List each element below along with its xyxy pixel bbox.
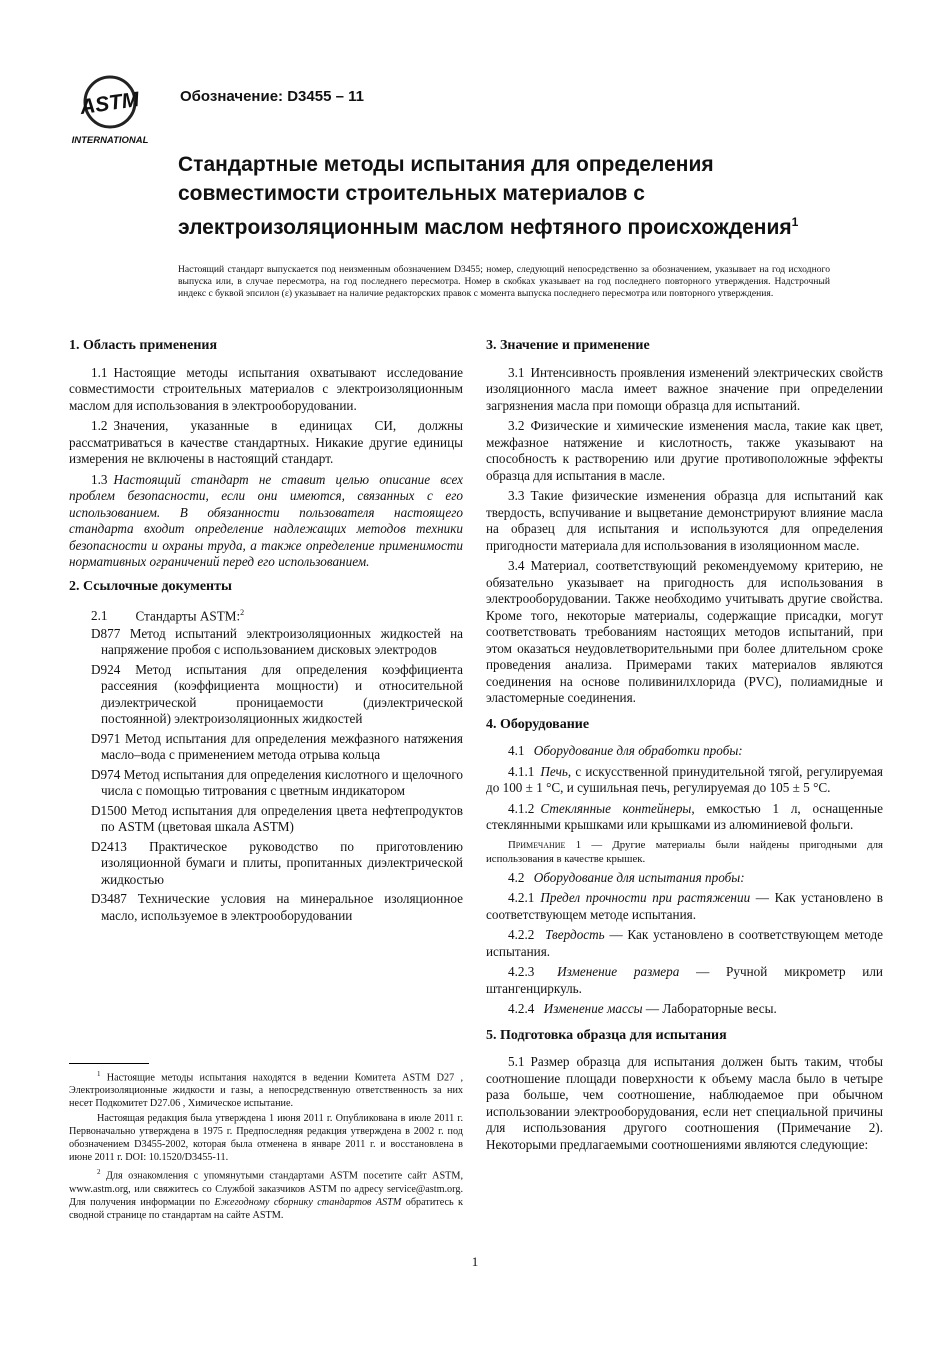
reference-item bbox=[69, 731, 463, 764]
title-footnote-mark: 1 bbox=[791, 215, 799, 229]
section-1-title: 1. Область применения bbox=[69, 338, 218, 353]
text: Настоящие методы испытания охватывают исследование совместимости строительных материалов с электроизоляционным маслом для использования в электрооборудовании. bbox=[69, 364, 463, 413]
num: 1.3 bbox=[91, 471, 108, 487]
para-3-4 bbox=[486, 558, 883, 707]
logo-subtext: INTERNATIONAL bbox=[71, 135, 149, 146]
footnote-1-revision: Настоящая редакция была утверждена 1 июня 2011 г. Опубликована в июле 2011 г. Первоначально утверждена в 1975 г. Предпоследняя редакция утверждена в 2002 г. под обозначением D3455-2002, которая была отменена в январе 2011 г. и восстановлена в июне 2011 г. DOI: 10.1520/D3455-11. bbox=[69, 1113, 463, 1164]
ref-text: Метод испытания для определения межфазного натяжения масло–вода с применением метода отрыва кольца bbox=[101, 730, 463, 763]
text: — Как установлено в соответствующем методе испытания. bbox=[486, 927, 884, 959]
text: Оборудование для испытания пробы: bbox=[533, 869, 745, 885]
text: , с искусственной принудительной тягой, регулируемая до 100 ± 1 °С, и сушильная печь, регулируемая до 105 ± 5 °С. bbox=[486, 763, 883, 795]
num: 4.1.1 bbox=[508, 763, 535, 779]
reference-item bbox=[69, 839, 463, 889]
text: — Другие материалы были найдены пригодными для использования в качестве крышек. bbox=[486, 838, 883, 865]
fn-mark: 2 bbox=[240, 608, 245, 617]
num: 3.1 bbox=[508, 364, 525, 380]
ref-text: Метод испытаний электроизоляционных жидкостей на напряжение пробоя с использованием дисковых электродов bbox=[101, 625, 464, 658]
text: — Лабораторные весы. bbox=[642, 1001, 777, 1016]
ref-text: Практическое руководство по приготовлению изоляционной бумаги и плиты, пропитанных диэлектрической жидкостью bbox=[101, 838, 463, 887]
text: обратитесь к сводной странице по стандартам на сайте ASTM. bbox=[69, 1196, 464, 1221]
reference-item bbox=[69, 803, 463, 836]
section-4-title: 4. Оборудование bbox=[486, 716, 590, 732]
text: — Ручной микрометр или штангенциркуль. bbox=[486, 964, 883, 996]
ref-code: D1500 bbox=[91, 802, 127, 818]
para-4-2 bbox=[486, 870, 883, 887]
para-4-2-3 bbox=[486, 964, 883, 997]
para-1-3 bbox=[69, 472, 463, 571]
text: — Как установлено в соответствующем методе испытания. bbox=[486, 890, 883, 922]
note-label: Примечание 1 bbox=[508, 838, 582, 851]
num: 3.3 bbox=[508, 488, 525, 503]
text-italic: Ежегодному сборнику стандартов ASTM bbox=[214, 1196, 402, 1208]
ref-text: Метод испытания для определения цвета нефтепродуктов по ASTM (цветовая шкала ASTM) bbox=[101, 802, 464, 835]
num: 5.1 bbox=[508, 1054, 525, 1069]
section-3-title: 3. Значение и применение bbox=[486, 338, 650, 353]
para-4-2-4 bbox=[486, 1001, 883, 1018]
para-4-1-1 bbox=[486, 764, 883, 797]
num: 4.2.4 bbox=[508, 1001, 535, 1016]
text: Интенсивность проявления изменений электрических свойств изоляционного масла имеет важное значение при определении загрязнения масла при помощи образца для испытаний. bbox=[486, 364, 883, 413]
ref-code: D974 bbox=[91, 766, 121, 782]
text: Настоящий стандарт не ставит целью описание всех проблем безопасности, если они имеются, связанных с его использованием. В обязанности пользователя настоящего стандарта входит определение надлежащих методов техники безопасности и охраны труда, а также определение применимости нормативных ограничений перед его использованием. bbox=[69, 471, 463, 569]
para-4-2-2 bbox=[486, 927, 883, 960]
footnote-1 bbox=[69, 1068, 463, 1110]
logo-text: ASTM bbox=[78, 87, 141, 120]
ref-text: Технические условия на минеральное изоляционное масло, используемое в электрооборудовании bbox=[101, 891, 463, 923]
text: Для ознакомления с упомянутыми стандартами ASTM посетите сайт ASTM, www.astm.org, или свяжитесь со Службой заказчиков ASTM по адресу service@astm.org. Для получения информации по bbox=[69, 1170, 463, 1208]
term: Твердость bbox=[545, 927, 605, 942]
ref-code: D971 bbox=[91, 730, 121, 746]
ref-text: Метод испытания для определения коэффициента рассеяния (коэффициента мощности) и относительной диэлектрической проницаемости (диэлектрической постоянной) электроизоляционных жидкостей bbox=[101, 661, 464, 727]
text: Такие физические изменения образца для испытаний как твердость, вспучивание и выцветание демонстрируют влияние масла на образец для испытания и используются для определения пригодности материала для использования в изоляционном масле. bbox=[486, 488, 883, 553]
document-title bbox=[178, 150, 818, 242]
fn-mark: 2 bbox=[97, 1168, 101, 1177]
page-number: 1 bbox=[471, 1254, 479, 1269]
term: Стеклянные контейнеры bbox=[540, 800, 692, 816]
para-1-2 bbox=[69, 418, 463, 468]
para-4-1-2 bbox=[486, 801, 883, 834]
num: 4.1 bbox=[508, 743, 525, 758]
num: 1.1 bbox=[91, 364, 108, 380]
text: Настоящие методы испытания находятся в ведении Комитета ASTM D27 , Электроизоляционные жидкости и газы, а непосредственную ответственность за них несет Подкомитет D27.06 , Химическое испытание. bbox=[69, 1072, 464, 1110]
ref-code: D3487 bbox=[91, 891, 127, 907]
footnotes bbox=[69, 1068, 463, 1224]
num: 1.2 bbox=[91, 418, 108, 433]
num: 2.1 bbox=[91, 608, 108, 624]
text: Оборудование для обработки пробы: bbox=[533, 743, 743, 758]
text: Размер образца для испытания должен быть таким, чтобы соотношение площади поверхности к объему масла было в четыре раза больше, чем соотношение, наблюдаемое при обычном использовании электрооборудования, если нет специальной причины для использования другого соотношения (Примечание 2). Некоторыми предлагаемыми соотношениями являются следующие: bbox=[486, 1054, 883, 1152]
standard-intro: Настоящий стандарт выпускается под неизменным обозначением D3455; номер, следующий непосредственно за обозначением, указывает на год исходного выпуска или, в случае пересмотра, на год последнего пересмотра. Номер в скобках указывает на год последнего повторного утверждения. Надстрочный индекс с буквой эпсилон (ε) указывает на наличие редакторских правок с момента выпуска последнего пересмотра или повторного утверждения. bbox=[178, 264, 830, 300]
note-1 bbox=[486, 838, 883, 866]
para-5-1 bbox=[486, 1054, 883, 1153]
text: Стандарты ASTM: bbox=[135, 608, 241, 624]
term: Изменение размера bbox=[557, 964, 680, 979]
num: 4.2.1 bbox=[508, 890, 535, 905]
reference-list bbox=[69, 626, 463, 925]
title-text: Стандартные методы испытания для определения совместимости строительных материалов с электроизоляционным маслом нефтяного происхождения bbox=[178, 153, 792, 239]
term: Изменение массы bbox=[543, 1001, 643, 1016]
para-4-2-1 bbox=[486, 890, 883, 923]
para-1-1 bbox=[69, 365, 463, 415]
text: Физические и химические изменения масла, такие как цвет, межфазное натяжение и кислотность, также указывают на способность к растворению или другие противоположные эффекты образца для испытания в масле. bbox=[486, 418, 883, 483]
term: Печь bbox=[540, 763, 568, 779]
reference-item bbox=[69, 626, 463, 659]
right-column bbox=[486, 336, 883, 1157]
footnote-2 bbox=[69, 1166, 463, 1221]
para-3-2 bbox=[486, 418, 883, 484]
astm-logo bbox=[62, 70, 158, 148]
para-2-1 bbox=[69, 605, 463, 625]
ref-text: Метод испытания для определения кислотного и щелочного числа с помощью титрования с цветным индикатором bbox=[101, 766, 463, 799]
num: 4.2.2 bbox=[508, 927, 535, 942]
num: 4.2 bbox=[508, 869, 525, 885]
num: 3.2 bbox=[508, 418, 525, 433]
ref-code: D877 bbox=[91, 625, 121, 641]
left-column bbox=[69, 336, 463, 930]
section-5-title: 5. Подготовка образца для испытания bbox=[486, 1027, 727, 1043]
ref-code: D924 bbox=[91, 661, 121, 677]
term: Предел прочности при растяжении bbox=[540, 890, 751, 905]
num: 3.4 bbox=[508, 558, 525, 573]
ref-code: D2413 bbox=[91, 838, 127, 854]
text: Материал, соответствующий рекомендуемому критерию, не обязательно указывает на пригодность для использования в электрооборудовании. Также необходимо учитывать другие свойства. Кроме того, некоторые материалы, содержащие присадки, могут соответствовать требованиям настоящих методов испытаний, при этом оказаться неудовлетворительными при более длительном сроке проведения анализа. Примерами таких материалов являются соединения на основе поливинилхлорида (PVC), полиамидные и эластомерные соединения. bbox=[486, 558, 883, 705]
num: 4.2.3 bbox=[508, 964, 535, 979]
para-3-3 bbox=[486, 488, 883, 554]
reference-item bbox=[69, 891, 463, 924]
para-3-1 bbox=[486, 365, 883, 415]
num: 4.1.2 bbox=[508, 800, 535, 816]
designation: Обозначение: D3455 – 11 bbox=[180, 88, 364, 105]
para-4-1 bbox=[486, 743, 883, 760]
fn-mark: 1 bbox=[97, 1070, 101, 1078]
section-2-title: 2. Ссылочные документы bbox=[69, 578, 232, 594]
footnote-rule bbox=[69, 1063, 149, 1064]
text: Значения, указанные в единицах СИ, должны рассматриваться в качестве стандартных. Никакие другие единицы измерения не включены в настоящий стандарт. bbox=[69, 418, 463, 466]
text: , емкостью 1 л, оснащенные стеклянными крышками или крышками из алюминиевой фольги. bbox=[486, 800, 883, 832]
reference-item bbox=[69, 662, 463, 728]
reference-item bbox=[69, 767, 463, 800]
